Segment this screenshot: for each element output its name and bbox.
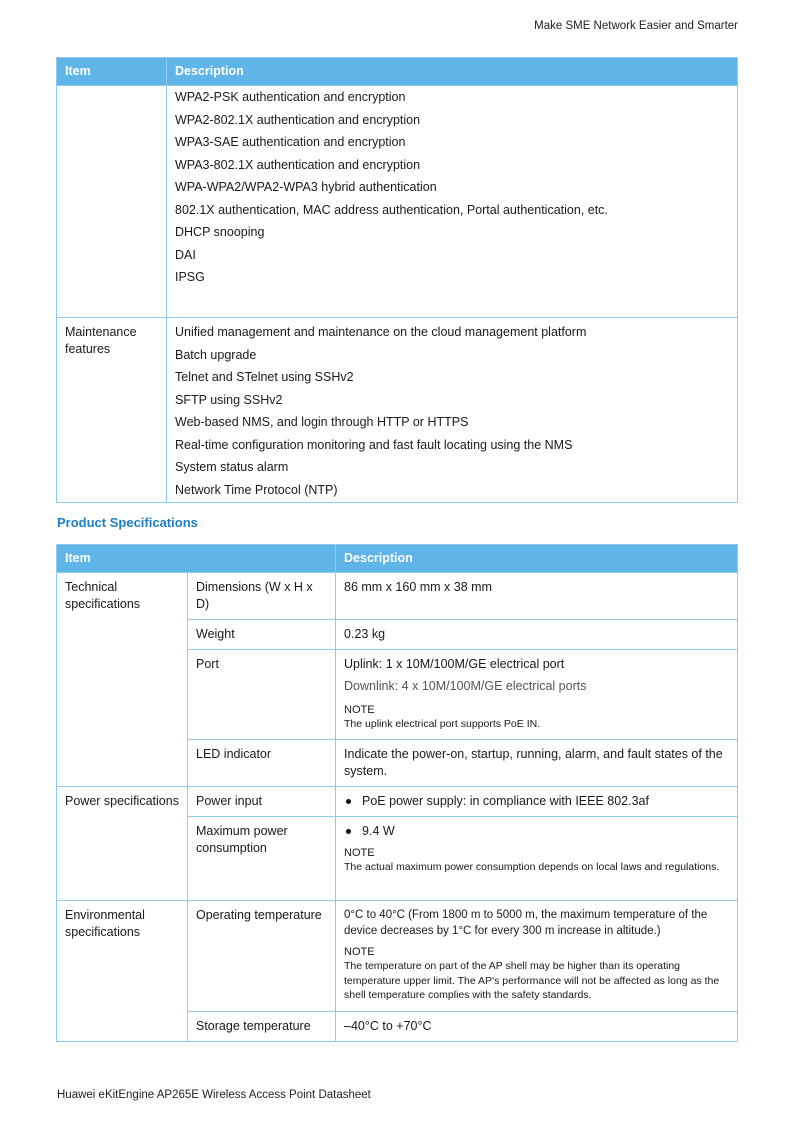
spec-value: –40°C to +70°C xyxy=(336,1012,738,1042)
spec-value-cell xyxy=(336,650,738,740)
note-text: The actual maximum power consumption depends on local laws and regulations. xyxy=(344,861,720,873)
table-row xyxy=(57,318,738,503)
spec-name: Power input xyxy=(188,787,336,817)
spec-value: 86 mm x 160 mm x 38 mm xyxy=(336,573,738,620)
bullet-item: PoE power supply: in compliance with IEEE 802.3af xyxy=(344,793,729,810)
note-text: The temperature on part of the AP shell may be higher than its operating temperature upper limit. The AP's performance will not be affected as long as the shell temperature complies with the safety standards. xyxy=(344,960,720,1001)
column-header-item: Item xyxy=(57,545,336,573)
table-row xyxy=(57,787,738,817)
spec-value-cell xyxy=(336,901,738,1012)
note-label: NOTE xyxy=(344,847,375,859)
description-line: Network Time Protocol (NTP) xyxy=(175,482,338,497)
description-line: System status alarm xyxy=(175,460,289,474)
spec-value-cell xyxy=(336,787,738,817)
note-text: The uplink electrical port supports PoE IN. xyxy=(344,718,541,730)
description-line: DAI xyxy=(175,247,196,262)
category-cell: Technical specifications xyxy=(57,573,188,787)
page-header-tagline: Make SME Network Easier and Smarter xyxy=(534,20,738,32)
description-line: Batch upgrade xyxy=(175,347,257,362)
description-line: IPSG xyxy=(175,270,205,284)
bullet-item: 9.4 W xyxy=(344,823,729,840)
spec-name: Operating temperature xyxy=(188,901,336,1012)
spec-name: LED indicator xyxy=(188,740,336,787)
description-line: WPA3-802.1X authentication and encryption xyxy=(175,157,421,172)
description-cell xyxy=(167,318,738,503)
description-cell xyxy=(167,86,738,318)
description-line: 802.1X authentication, MAC address authentication, Portal authentication, etc. xyxy=(175,202,608,217)
spec-value-cell xyxy=(336,817,738,901)
page-footer-doc-title: Huawei eKitEngine AP265E Wireless Access Point Datasheet xyxy=(57,1089,371,1101)
spec-name: Port xyxy=(188,650,336,740)
description-line: WPA-WPA2/WPA2-WPA3 hybrid authentication xyxy=(175,180,437,194)
description-line: Real-time configuration monitoring and fast fault locating using the NMS xyxy=(175,437,573,452)
description-line: SFTP using SSHv2 xyxy=(175,392,283,407)
spec-name: Dimensions (W x H x D) xyxy=(188,573,336,620)
category-cell: Environmental specifications xyxy=(57,901,188,1042)
description-line: Telnet and STelnet using SSHv2 xyxy=(175,370,354,384)
description-line: WPA2-802.1X authentication and encryption xyxy=(175,112,421,127)
table-header-row xyxy=(57,545,738,573)
spec-value: 0°C to 40°C (From 1800 m to 5000 m, the maximum temperature of the device decreases by 1°C for every 300 m increase in altitude.) xyxy=(344,909,708,937)
category-cell: Power specifications xyxy=(57,787,188,901)
description-line: Unified management and maintenance on the cloud management platform xyxy=(175,325,587,339)
spec-name: Weight xyxy=(188,620,336,650)
features-table xyxy=(56,57,738,503)
table-row xyxy=(57,573,738,620)
spec-value: 0.23 kg xyxy=(336,620,738,650)
column-header-item: Item xyxy=(57,58,167,86)
spec-value-secondary: Downlink: 4 x 10M/100M/GE electrical ports xyxy=(344,679,587,693)
note-label: NOTE xyxy=(344,946,375,958)
table-row xyxy=(57,86,738,318)
description-line: DHCP snooping xyxy=(175,225,265,239)
specs-table xyxy=(56,544,738,1042)
description-line: Web-based NMS, and login through HTTP or HTTPS xyxy=(175,415,469,429)
description-line: WPA3-SAE authentication and encryption xyxy=(175,135,406,149)
spec-name: Storage temperature xyxy=(188,1012,336,1042)
item-cell xyxy=(57,86,167,318)
section-title: Product Specifications xyxy=(57,515,198,530)
spec-name: Maximum power consumption xyxy=(188,817,336,901)
item-cell: Maintenance features xyxy=(57,318,167,503)
spec-value: Uplink: 1 x 10M/100M/GE electrical port xyxy=(344,657,565,671)
column-header-description: Description xyxy=(336,545,738,573)
note-label: NOTE xyxy=(344,704,375,716)
column-header-description: Description xyxy=(167,58,738,86)
table-header-row xyxy=(57,58,738,86)
description-line: WPA2-PSK authentication and encryption xyxy=(175,90,406,104)
table-row xyxy=(57,901,738,1012)
spec-value: Indicate the power-on, startup, running, alarm, and fault states of the system. xyxy=(336,740,738,787)
